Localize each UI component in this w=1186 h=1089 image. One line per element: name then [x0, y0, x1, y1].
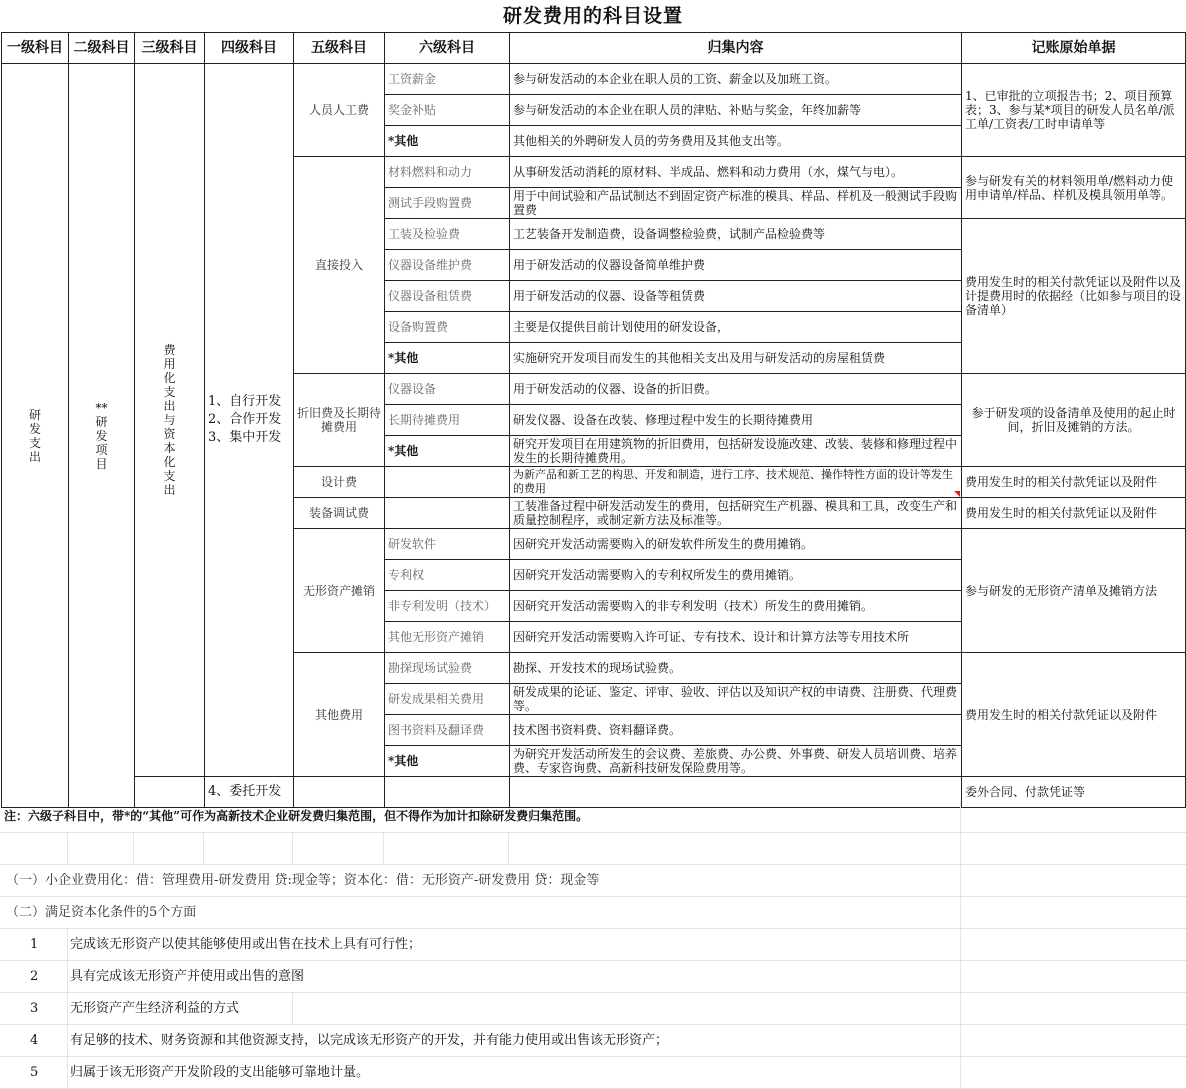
level1-cell: 研发支出: [2, 64, 69, 808]
level6-cell: *其他: [385, 436, 510, 467]
condition-text: 归属于该无形资产开发阶段的支出能够可靠地计量。: [70, 1065, 370, 1080]
level6-cell: 设备购置费: [385, 312, 510, 343]
source-cell: 参与研发的无形资产清单及摊销方法: [962, 529, 1186, 653]
condition-text: 有足够的技术、财务资源和其他资源支持，以完成该无形资产的开发，并有能力使用或出售该无形资产；: [70, 1033, 669, 1048]
level5-cell: 折旧费及长期待摊费用: [294, 374, 385, 467]
content-cell: 参与研发活动的本企业在职人员的津贴、补贴与奖金，年终加薪等: [510, 95, 962, 126]
condition-row: [0, 993, 1186, 1025]
level6-cell: 测试手段购置费: [385, 188, 510, 219]
level6-cell: 非专利发明（技术）: [385, 591, 510, 622]
page-title: 研发费用的科目设置: [502, 5, 683, 27]
content-cell: 用于研发活动的仪器、设备等租赁费: [510, 281, 962, 312]
source-cell: 费用发生时的相关付款凭证以及附件: [962, 498, 1186, 529]
content-cell: 工艺装备开发制造费，设备调整检验费，试制产品检验费等: [510, 219, 962, 250]
header-cell: 六级科目: [385, 33, 510, 64]
section-text: （一）小企业费用化：借：管理费用-研发费用 贷:现金等；资本化：借：无形资产-研发费用 贷：现金等: [6, 873, 600, 888]
header-cell: 五级科目: [294, 33, 385, 64]
content-cell: 因研究开发活动需要购入许可证、专有技术、设计和计算方法等专用技术所: [510, 622, 962, 653]
level6-cell: 工装及检验费: [385, 219, 510, 250]
comment-marker: [954, 491, 960, 497]
level4-cell: 4、委托开发: [205, 777, 294, 808]
header-cell: 二级科目: [69, 33, 135, 64]
level6-cell: *其他: [385, 343, 510, 374]
source-cell: 费用发生时的相关付款凭证以及附件以及计提费用时的依据经（比如参与项目的设备清单）: [962, 219, 1186, 374]
source-cell: 费用发生时的相关付款凭证以及附件: [962, 653, 1186, 777]
level5-cell: 直接投入: [294, 157, 385, 374]
content-cell: 实施研究开发项目而发生的其他相关支出及用与研发活动的房屋租赁费: [510, 343, 962, 374]
level6-cell: 研发成果相关费用: [385, 684, 510, 715]
level6-cell: 专利权: [385, 560, 510, 591]
condition-row: [0, 1025, 1186, 1057]
content-cell: 研究开发项目在用建筑物的折旧费用，包括研发设施改建、改装、装修和修理过程中发生的长期待摊费用。: [510, 436, 962, 467]
source-cell: 参于研发项的设备清单及使用的起止时间，折旧及摊销的方法。: [962, 374, 1186, 467]
level6-cell: 长期待摊费用: [385, 405, 510, 436]
level4-item: 2、合作开发: [208, 412, 282, 427]
content-cell: 研发仪器、设备在改装、修理过程中发生的长期待摊费用: [510, 405, 962, 436]
content-cell: 用于研发活动的仪器、设备的折旧费。: [510, 374, 962, 405]
level6-cell: 工资薪金: [385, 64, 510, 95]
level6-cell: [385, 498, 510, 529]
content-cell: 因研究开发活动需要购入的研发软件所发生的费用摊销。: [510, 529, 962, 560]
level6-cell: *其他: [385, 126, 510, 157]
content-cell: 为新产品和新工艺的构思、开发和制造，进行工序、技术规范、操作特性方面的设计等发生的费用: [510, 467, 962, 498]
content-cell: 勘探、开发技术的现场试验费。: [510, 653, 962, 684]
level4-cell: [205, 64, 294, 777]
condition-number: 2: [30, 969, 39, 984]
header-cell: 一级科目: [2, 33, 69, 64]
level5-cell: 其他费用: [294, 653, 385, 777]
content-cell: 研发成果的论证、鉴定、评审、验收、评估以及知识产权的申请费、注册费、代理费等。: [510, 684, 962, 715]
condition-text: 具有完成该无形资产并使用或出售的意图: [70, 969, 305, 984]
blank-row: [0, 833, 1186, 865]
condition-row: [0, 961, 1186, 993]
content-cell: 主要是仅提供目前计划使用的研发设备，: [510, 312, 962, 343]
notes-section: [0, 801, 1186, 1089]
level4-item: 1、自行开发: [208, 394, 282, 409]
condition-number: 4: [30, 1033, 39, 1048]
section-row: [0, 897, 1186, 929]
header-row: [2, 33, 1186, 64]
condition-text: 完成该无形资产以使其能够使用或出售在技术上具有可行性；: [70, 937, 422, 952]
level5-cell: 人员人工费: [294, 64, 385, 157]
header-cell: 三级科目: [135, 33, 205, 64]
level6-cell: 勘探现场试验费: [385, 653, 510, 684]
level5-cell: 无形资产摊销: [294, 529, 385, 653]
table-row: [2, 64, 1186, 95]
source-cell: 1、已审批的立项报告书；2、项目预算表；3、参与某*项目的研发人员名单/派工单/工资表/工时申请单等: [962, 64, 1186, 157]
level6-cell: 仪器设备: [385, 374, 510, 405]
content-cell: 用于研发活动的仪器设备简单维护费: [510, 250, 962, 281]
level4-item: 3、集中开发: [208, 430, 282, 445]
content-cell: 其他相关的外聘研发人员的劳务费用及其他支出等。: [510, 126, 962, 157]
level2-cell: **研发项目: [69, 64, 135, 808]
condition-number: 5: [30, 1065, 39, 1080]
condition-row: [0, 929, 1186, 961]
header-cell: 四级科目: [205, 33, 294, 64]
section-row: [0, 865, 1186, 897]
content-cell: 技术图书资料费、资料翻译费。: [510, 715, 962, 746]
condition-number: 1: [30, 937, 39, 952]
note-text: 注：六级子科目中，带*的“其他”可作为高新技术企业研发费归集范围，但不得作为加计扣除研发费归集范围。: [4, 809, 589, 823]
level6-cell: 仪器设备维护费: [385, 250, 510, 281]
level6-cell: *其他: [385, 746, 510, 777]
source-cell: 费用发生时的相关付款凭证以及附件: [962, 467, 1186, 498]
level3-cell: 费用化支出与资本化支出: [135, 64, 205, 777]
content-cell: 用于中间试验和产品试制达不到固定资产标准的模具、样品、样机及一般测试手段购置费: [510, 188, 962, 219]
level5-cell: 设计费: [294, 467, 385, 498]
section-text: （二）满足资本化条件的5个方面: [6, 905, 197, 920]
content-cell: 因研究开发活动需要购入的非专利发明（技术）所发生的费用摊销。: [510, 591, 962, 622]
header-cell: 记账原始单据: [962, 33, 1186, 64]
content-cell: 从事研发活动消耗的原材料、半成品、燃料和动力费用（水，煤气与电）。: [510, 157, 962, 188]
content-cell: 参与研发活动的本企业在职人员的工资、薪金以及加班工资。: [510, 64, 962, 95]
level6-cell: 研发软件: [385, 529, 510, 560]
condition-row: [0, 1057, 1186, 1089]
level6-cell: 奖金补贴: [385, 95, 510, 126]
content-cell: 工装准备过程中研发活动发生的费用，包括研究生产机器、模具和工具，改变生产和质量控制程序，或制定新方法及标准等。: [510, 498, 962, 529]
content-cell: 为研究开发活动所发生的会议费、差旅费、办公费、外事费、研发人员培训费、培养费、专家咨询费、高新科技研发保险费用等。: [510, 746, 962, 777]
level6-cell: 图书资料及翻译费: [385, 715, 510, 746]
note-row: [0, 801, 1186, 833]
level6-cell: 仪器设备租赁费: [385, 281, 510, 312]
header-cell: 归集内容: [510, 33, 962, 64]
subject-table: [1, 32, 1186, 808]
level5-cell: 装备调试费: [294, 498, 385, 529]
content-cell: 因研究开发活动需要购入的专利权所发生的费用摊销。: [510, 560, 962, 591]
level6-cell: 材料燃料和动力: [385, 157, 510, 188]
level6-cell: [385, 467, 510, 498]
level6-cell: 其他无形资产摊销: [385, 622, 510, 653]
condition-text: 无形资产产生经济利益的方式: [70, 1001, 240, 1016]
source-cell: 委外合同、付款凭证等: [962, 777, 1186, 808]
condition-number: 3: [30, 1001, 39, 1016]
source-cell: 参与研发有关的材料领用单/燃料动力使用申请单/样品、样机及模具领用单等。: [962, 157, 1186, 219]
